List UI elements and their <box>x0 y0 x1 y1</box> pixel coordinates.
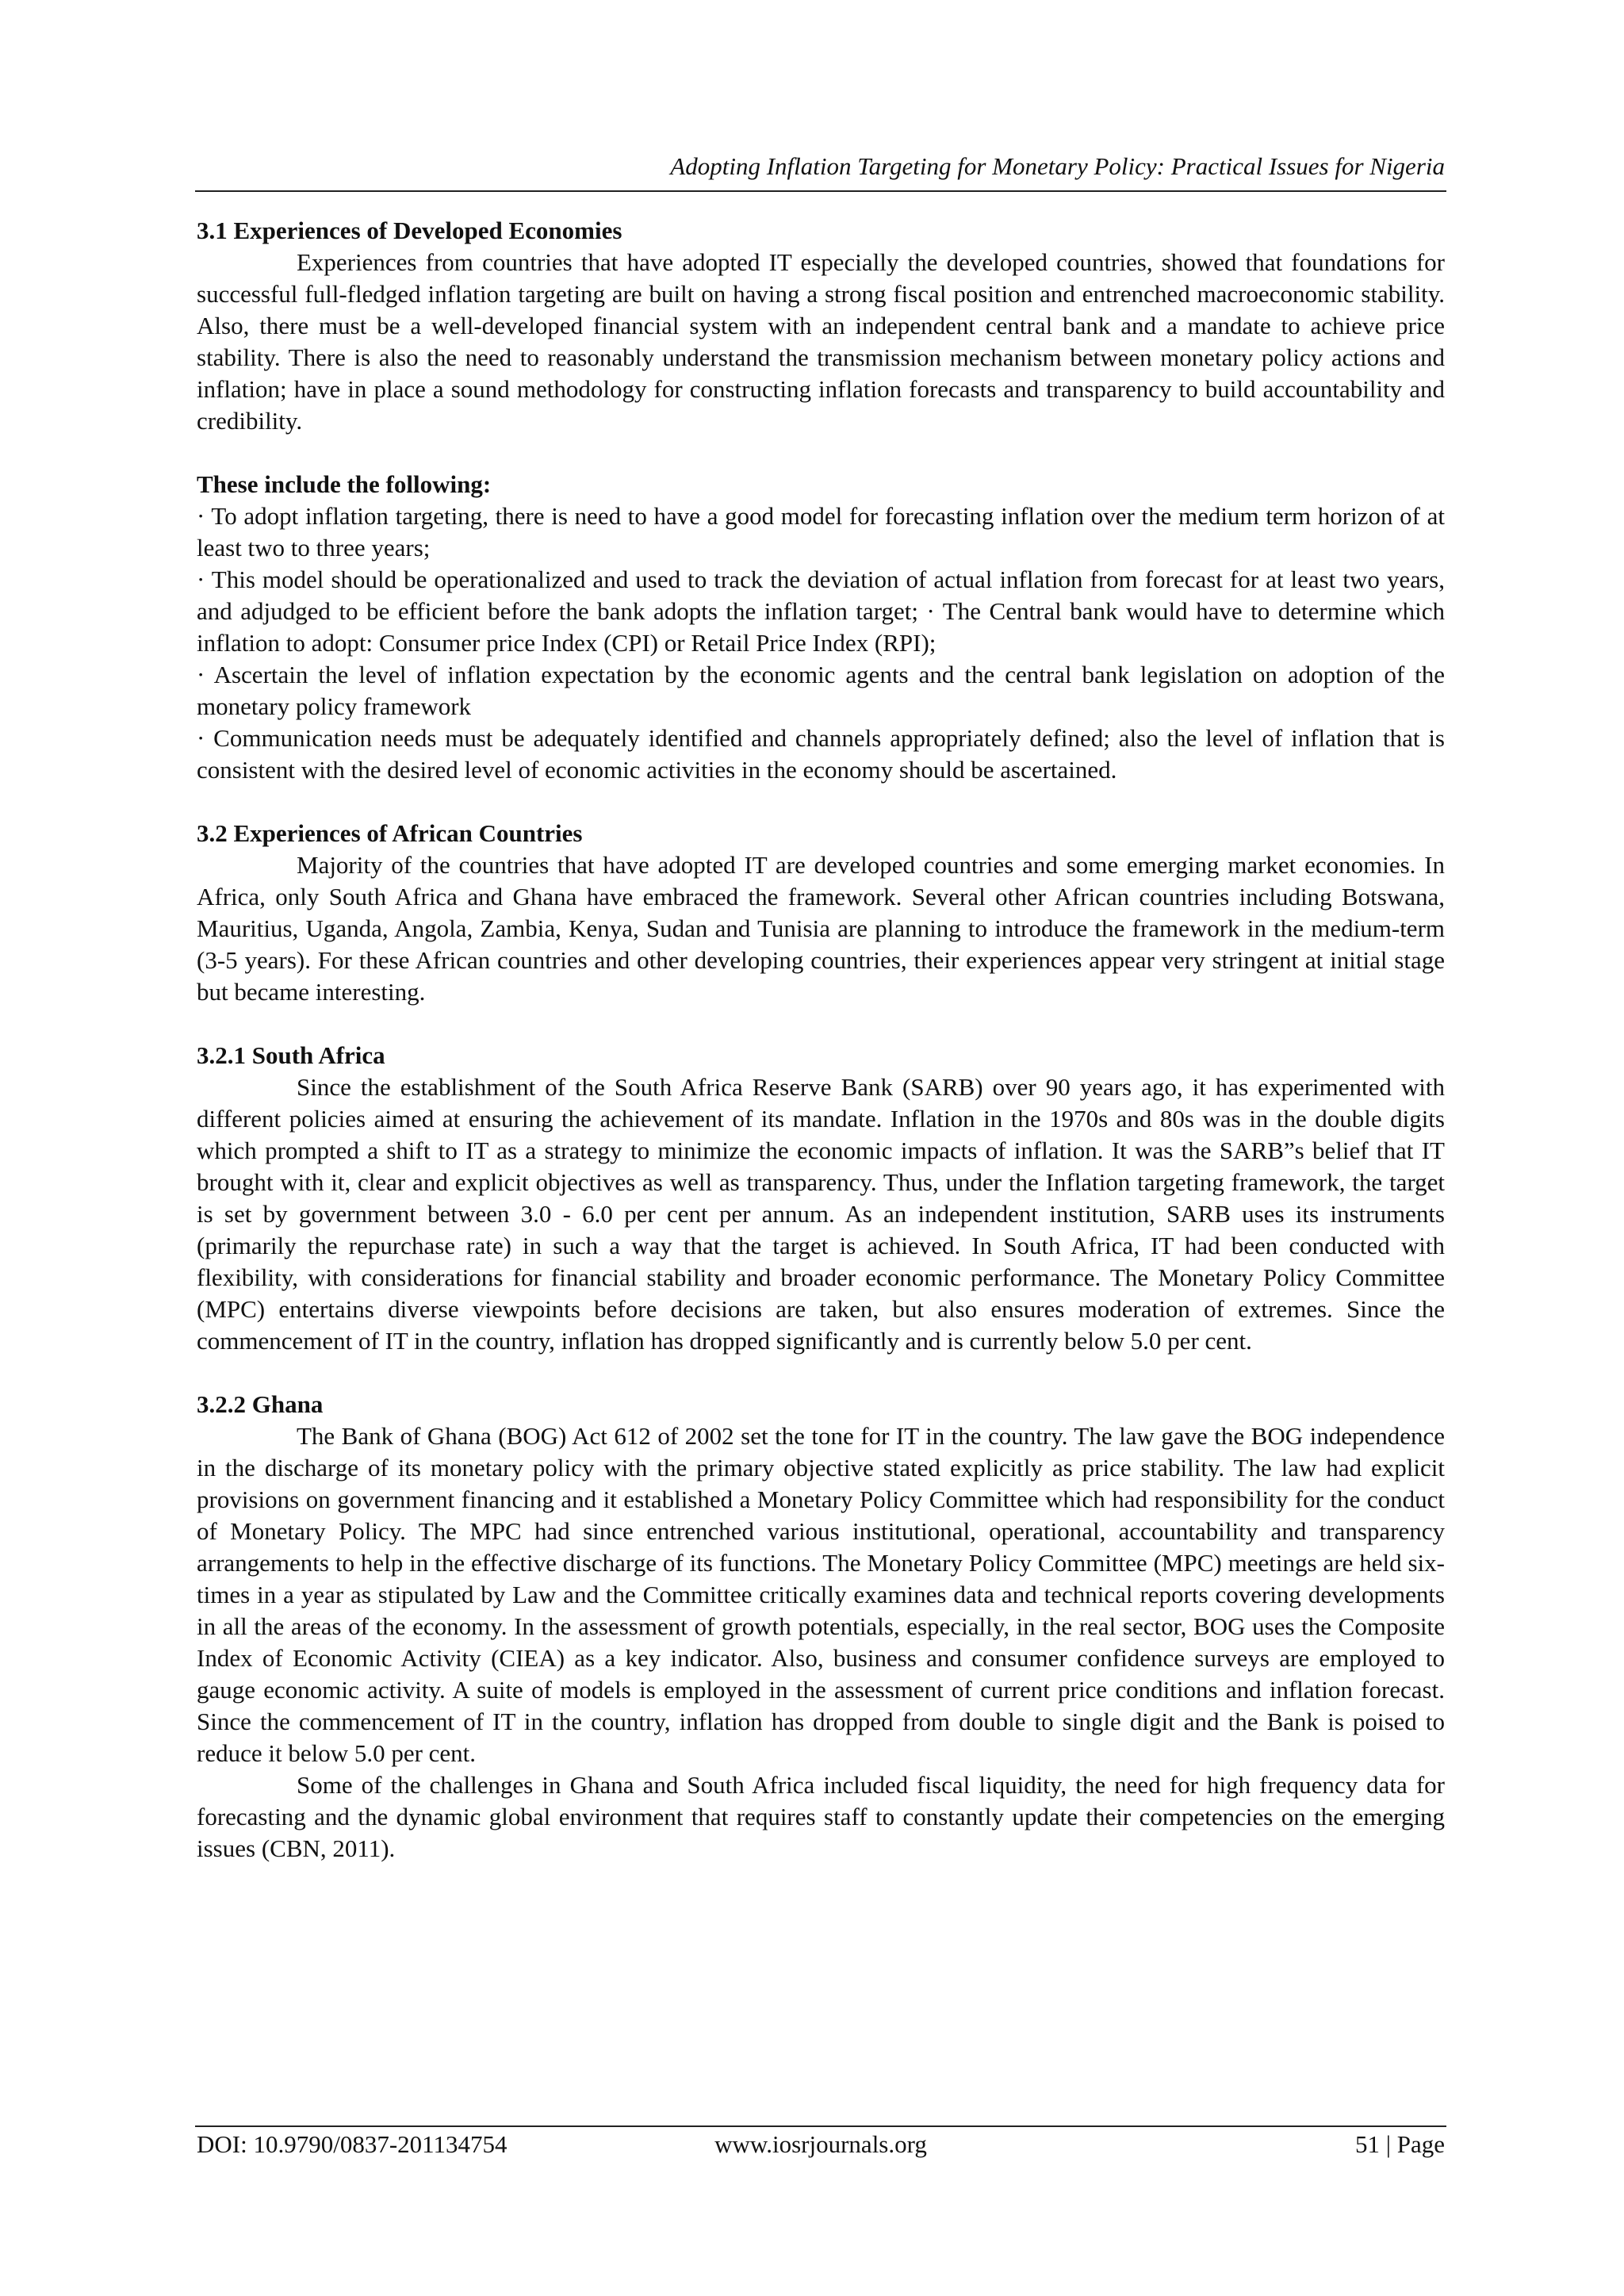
list-item-4: · Ascertain the level of inflation expectation by the economic agents and the central bank legislation on adoption of the monetary policy framework <box>197 661 1445 720</box>
spacer <box>197 786 1445 818</box>
list-item-2: · This model should be operationalized and used to track the deviation of actual inflation from forecast for at least two years, and adjudged to be efficient before the bank adopts the inflation target; <box>197 565 1445 625</box>
section-heading-3-2-1: 3.2.1 South Africa <box>197 1041 385 1069</box>
section-3-2-2-paragraph-1: The Bank of Ghana (BOG) Act 612 of 2002 set the tone for IT in the country. The law gave the BOG independence in the discharge of its monetary policy with the primary objective stated explicitly as price stability. The law had explicit provisions on government financing and it established a Monetary Policy Committee which had responsibility for the conduct of Monetary Policy. The MPC had since entrenched various institutional, operational, accountability and transparency arrangements to help in the effective discharge of its functions. The Monetary Policy Committee (MPC) meetings are held six-times in a year as stipulated by Law and the Committee critically examines data and technical reports covering developments in all the areas of the economy. In the assessment of growth potentials, especially, in the real sector, BOG uses the Composite Index of Economic Activity (CIEA) as a key indicator. Also, business and consumer confidence surveys are employed to gauge economic activity. A suite of models is employed in the assessment of current price conditions and inflation forecast. Since the commencement of IT in the country, inflation has dropped from double to single digit and the Bank is poised to reduce it below 5.0 per cent. <box>197 1422 1445 1767</box>
section-3-2-1-paragraph: Since the establishment of the South Africa Reserve Bank (SARB) over 90 years ago, it has experimented with different policies aimed at ensuring the achievement of its mandate. Inflation in the 1970s and 80s was in the double digits which prompted a shift to IT as a strategy to minimize the economic impacts of inflation. It was the SARB”s belief that IT brought with it, clear and explicit objectives as well as transparency. Thus, under the Inflation targeting framework, the target is set by government between 3.0 - 6.0 per cent per annum. As an independent institution, SARB uses its instruments (primarily the repurchase rate) in such a way that the target is achieved. In South Africa, IT had been conducted with flexibility, with considerations for financial stability and broader economic performance. The Monetary Policy Committee (MPC) entertains diverse viewpoints before decisions are taken, but also ensures moderation of extremes. Since the commencement of IT in the country, inflation has dropped significantly and is currently below 5.0 per cent. <box>197 1073 1445 1355</box>
header-divider <box>195 190 1446 192</box>
section-heading-3-1: 3.1 Experiences of Developed Economies <box>197 217 622 244</box>
spacer <box>197 437 1445 469</box>
list-heading: These include the following: <box>197 470 492 498</box>
section-3-2-paragraph: Majority of the countries that have adopted IT are developed countries and some emerging market economies. In Africa, only South Africa and Ghana have embraced the framework. Several other African countries including Botswana, Mauritius, Uganda, Angola, Zambia, Kenya, Sudan and Tunisia are planning to introduce the framework in the medium-term (3-5 years). For these African countries and other developing countries, their experiences appear very stringent at initial stage but became interesting. <box>197 851 1445 1006</box>
footer-divider <box>195 2125 1446 2127</box>
journal-website: www.iosrjournals.org <box>714 2130 927 2158</box>
section-3-1-paragraph: Experiences from countries that have adopted IT especially the developed countries, showed that foundations for successful full-fledged inflation targeting are built on having a strong fiscal position and entrenched macroeconomic stability. Also, there must be a well-developed financial system with an independent central bank and a mandate to achieve price stability. There is also the need to reasonably understand the transmission mechanism between monetary policy actions and inflation; have in place a sound methodology for constructing inflation forecasts and transparency to build accountability and credibility. <box>197 248 1445 435</box>
page-footer <box>197 2129 1445 2160</box>
list-item-3: · The Central bank would have to determine which inflation to adopt: Consumer price Index (CPI) or Retail Price Index (RPI); <box>197 597 1445 657</box>
article-body <box>197 215 1445 1865</box>
section-heading-3-2: 3.2 Experiences of African Countries <box>197 819 583 847</box>
page-number: 51 | Page <box>1355 2130 1445 2158</box>
doi-text: DOI: 10.9790/0837-201134754 <box>197 2130 508 2158</box>
list-item-5: · Communication needs must be adequately identified and channels appropriately defined; also the level of inflation that is consistent with the desired level of economic activities in the economy should be ascertained. <box>197 724 1445 784</box>
list-item-2-3 <box>197 564 1445 659</box>
section-heading-3-2-2: 3.2.2 Ghana <box>197 1390 324 1418</box>
list-item-1: · To adopt inflation targeting, there is need to have a good model for forecasting inflation over the medium term horizon of at least two to three years; <box>197 502 1445 562</box>
spacer <box>197 1008 1445 1040</box>
spacer <box>197 1357 1445 1389</box>
section-3-2-2-paragraph-2: Some of the challenges in Ghana and South Africa included fiscal liquidity, the need for high frequency data for forecasting and the dynamic global environment that requires staff to constantly update their competencies on the emerging issues (CBN, 2011). <box>197 1771 1445 1862</box>
running-header: Adopting Inflation Targeting for Monetary Policy: Practical Issues for Nigeria <box>670 152 1445 180</box>
